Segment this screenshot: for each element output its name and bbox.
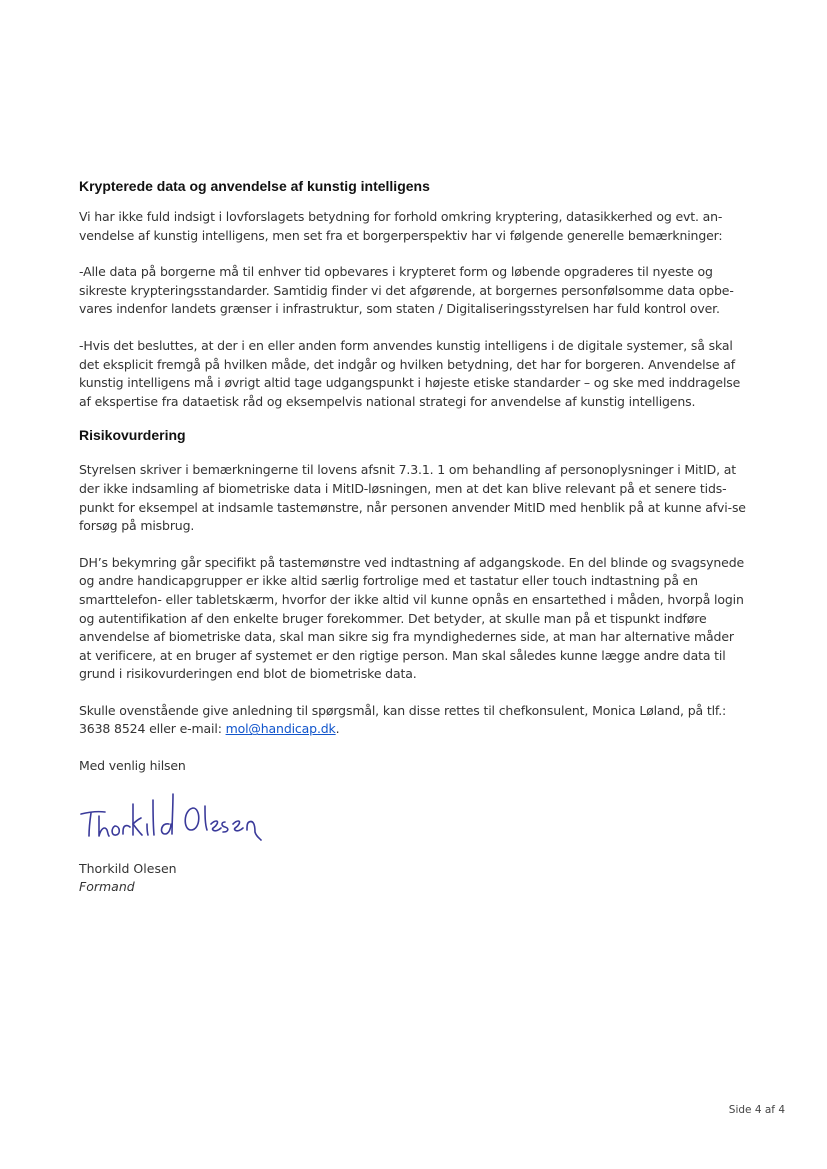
letter-body bbox=[79, 176, 747, 897]
contact-text: Skulle ovenstående give anledning til spørgsmål, kan disse rettes til chefkonsulent, Monica Løland, på tlf.: 3638 8524 eller e-mail: bbox=[79, 702, 727, 737]
paragraph-risk-intro: Styrelsen skriver i bemærkningerne til lovens afsnit 7.3.1. 1 om behandling af personoplysninger i MitID, at der ikke indsamling af biometriske data i MitID-løsningen, men at det kan blive relevant på et senere tids-punkt for eksempel at indsamle tastemønstre, når personen anvender MitID med henblik på at kunne afvi-se forsøg på misbrug. bbox=[79, 462, 746, 534]
page-number: Side 4 af 4 bbox=[728, 1104, 785, 1116]
paragraph-keystroke: DH’s bekymring går specifikt på tastemønstre ved indtastning af adgangskode. En del blinde og svagsynede og andre handicapgrupper er ikke altid særlig fortrolige med et tastatur eller touch indtastning på en smarttelefon- eller tabletskærm, hvorfor der ikke altid vil kunne opnås en ensartethed i måden, hvorpå login og autentifikation af den enkelte bruger forekommer. Det betyder, at skulle man på et tispunkt indføre anvendelse af biometriske data, skal man sikre sig fra myndighedernes side, at man har alternative måder at verificere, at en bruger af systemet er den rigtige person. Man skal således kunne lægge andre data til grund i risikovurderingen end blot de biometriske data. bbox=[79, 554, 745, 682]
paragraph-contact bbox=[79, 702, 747, 739]
email-link[interactable]: mol@handicap.dk bbox=[225, 721, 336, 737]
closing-text: Med venlig hilsen bbox=[79, 758, 186, 774]
signatory-name: Thorkild Olesen bbox=[79, 860, 177, 876]
signatory-title: Formand bbox=[79, 879, 135, 895]
section-heading-encryption: Krypterede data og anvendelse af kunstig intelligens bbox=[79, 178, 430, 194]
paragraph-encryption: -Alle data på borgerne må til enhver tid opbevares i krypteret form og løbende opgraderes til nyeste og sikreste krypteringsstandarder. Samtidig finder vi det afgørende, at borgernes personfølsomme data opbe-vares indenfor landets grænser i infrastruktur, som staten / Digitaliseringsstyrelsen har fuld kontrol over. bbox=[79, 264, 734, 317]
section-heading-risk: Risikovurdering bbox=[79, 427, 186, 444]
handwritten-signature bbox=[75, 786, 275, 848]
contact-text-end: . bbox=[335, 721, 340, 737]
paragraph-intro: Vi har ikke fuld indsigt i lovforslagets betydning for forhold omkring kryptering, datasikkerhed og evt. an-vendelse af kunstig intelligens, men set fra et borgerperspektiv har vi følgende generelle bemærkninger: bbox=[79, 209, 723, 243]
paragraph-ai: -Hvis det besluttes, at der i en eller anden form anvendes kunstig intelligens i de digitale systemer, så skal det eksplicit fremgå på hvilken måde, det indgår og hvilken betydning, det har for borgeren. Anvendelse af kunstig intelligens må i øvrigt altid tage udgangspunkt i højeste etiske standarder – og ske med inddragelse af ekspertise fra dataetisk råd og eksempelvis national strategi for anvendelse af kunstig intelligens. bbox=[79, 337, 741, 409]
